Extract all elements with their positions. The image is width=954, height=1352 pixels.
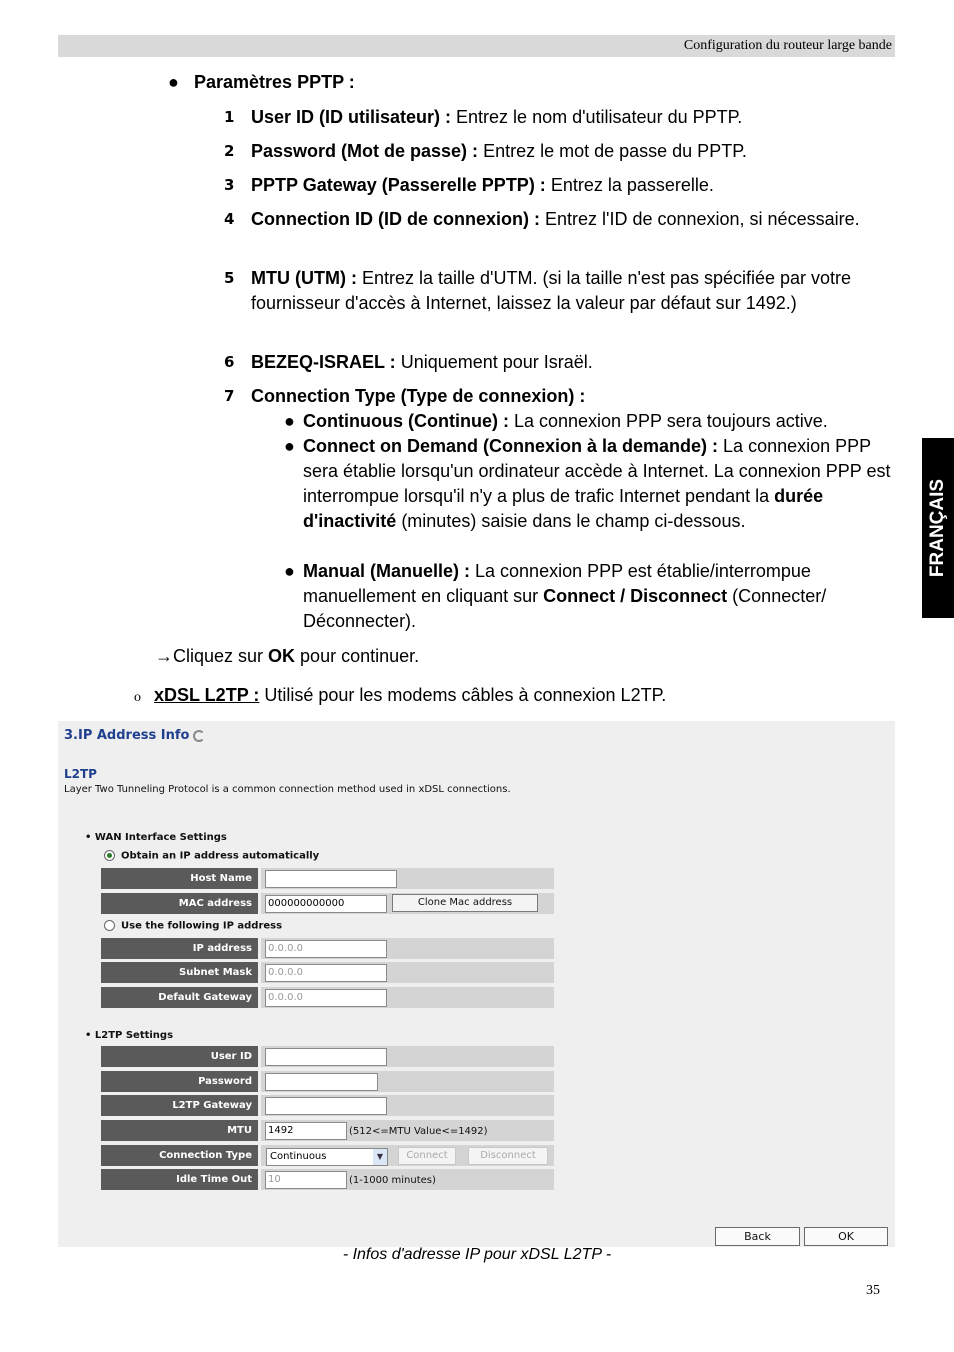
clone-mac-button[interactable]: Clone Mac address: [392, 894, 538, 912]
radio-unselected-icon[interactable]: [104, 920, 115, 931]
mtu-label: MTU: [101, 1120, 258, 1141]
sub-item-text-end: (Connecter/ Déconnecter).: [303, 586, 827, 631]
page-number: 35: [866, 1283, 880, 1298]
host-name-label: Host Name: [101, 868, 258, 889]
disconnect-button[interactable]: Disconnect: [468, 1147, 548, 1165]
xdsl-text: Utilisé pour les modems câbles à connexion L2TP.: [259, 685, 667, 705]
figure-caption: - Infos d'adresse IP pour xDSL L2TP -: [342, 1246, 612, 1263]
password-label: Password: [101, 1071, 258, 1092]
idle-timeout-hint: (1-1000 minutes): [349, 1175, 436, 1186]
default-gateway-input[interactable]: 0.0.0.0: [265, 989, 387, 1007]
connect-button[interactable]: Connect: [398, 1147, 456, 1165]
sub-item-emphasis: Connect / Disconnect: [543, 586, 728, 606]
item-number: 2: [224, 142, 235, 160]
mtu-hint: (512<=MTU Value<=1492): [349, 1126, 488, 1137]
list-item: [224, 105, 894, 130]
password-input[interactable]: [265, 1073, 378, 1091]
list-item: [224, 384, 894, 409]
refresh-icon[interactable]: [193, 730, 205, 742]
radio-use-following[interactable]: [104, 920, 282, 932]
panel-title-wrap: [64, 728, 205, 743]
l2tp-gateway-row: [101, 1095, 554, 1116]
wan-group-heading: • WAN Interface Settings: [85, 832, 227, 843]
connection-type-label: Connection Type: [101, 1145, 258, 1166]
host-name-row: [101, 868, 554, 889]
radio-auto-label: Obtain an IP address automatically: [121, 850, 320, 862]
instruction-text: Cliquez sur: [173, 646, 269, 666]
host-name-cell: [261, 868, 554, 889]
item-number: 1: [224, 108, 235, 126]
idle-timeout-input[interactable]: 10: [265, 1171, 347, 1189]
item-number: 7: [224, 387, 235, 405]
item-text: Entrez le mot de passe du PPTP.: [478, 141, 747, 161]
sub-item-text: La connexion PPP est établie/interrompue manuellement en cliquant sur: [303, 561, 811, 606]
default-gateway-cell: [261, 987, 554, 1008]
sub-list-item: [284, 559, 896, 634]
connection-type-select[interactable]: [266, 1148, 388, 1166]
subnet-mask-label: Subnet Mask: [101, 962, 258, 983]
default-gateway-label: Default Gateway: [101, 987, 258, 1008]
item-text: Entrez l'ID de connexion, si nécessaire.: [540, 209, 860, 229]
item-label: PPTP Gateway (Passerelle PPTP) :: [251, 175, 546, 195]
ip-address-input[interactable]: 0.0.0.0: [265, 940, 387, 958]
connection-type-row: [101, 1145, 554, 1166]
header-text: Configuration du routeur large bande: [683, 38, 892, 53]
mac-address-label: MAC address: [101, 893, 258, 914]
list-item: [224, 207, 894, 232]
mtu-row: [101, 1120, 554, 1141]
xdsl-label: xDSL L2TP :: [154, 685, 260, 705]
continue-instruction: [155, 646, 419, 667]
item-text: Uniquement pour Israël.: [395, 352, 593, 372]
subnet-mask-input[interactable]: 0.0.0.0: [265, 964, 387, 982]
item-label: Connection Type (Type de connexion) :: [251, 386, 586, 406]
xdsl-l2tp-heading: [134, 685, 666, 706]
bullet-icon: ●: [284, 411, 295, 431]
instruction-text-end: pour continuer.: [295, 646, 420, 666]
user-id-input[interactable]: [265, 1048, 387, 1066]
page-header: [58, 35, 895, 57]
item-label: Password (Mot de passe) :: [251, 141, 479, 161]
list-item: [224, 266, 894, 316]
bullet-icon: ●: [168, 72, 179, 92]
item-number: 5: [224, 269, 235, 287]
radio-manual-label: Use the following IP address: [121, 920, 283, 932]
ip-address-label: IP address: [101, 938, 258, 959]
item-label: Connection ID (ID de connexion) :: [251, 209, 540, 229]
mtu-input[interactable]: 1492: [265, 1122, 347, 1140]
l2tp-gateway-input[interactable]: [265, 1097, 387, 1115]
sub-item-label: Continuous (Continue) :: [303, 411, 509, 431]
language-tab: [922, 438, 954, 618]
default-gateway-row: [101, 987, 554, 1008]
l2tp-gateway-label: L2TP Gateway: [101, 1095, 258, 1116]
chevron-down-icon[interactable]: ▼: [373, 1149, 387, 1165]
radio-obtain-auto[interactable]: [104, 850, 319, 862]
item-text: Entrez la taille d'UTM. (si la taille n'est pas spécifiée par votre fournisseur d'accès à Internet, laissez la valeur par défaut sur 1492.): [251, 268, 852, 313]
idle-timeout-cell: [261, 1169, 554, 1190]
mtu-cell: [261, 1120, 554, 1141]
ok-button[interactable]: OK: [804, 1227, 888, 1246]
panel-description: Layer Two Tunneling Protocol is a common connection method used in xDSL connections.: [64, 784, 511, 795]
sub-item-label: Connect on Demand (Connexion à la demande) :: [303, 436, 719, 456]
subnet-mask-row: [101, 962, 554, 983]
l2tp-group-heading: • L2TP Settings: [85, 1030, 174, 1041]
item-text: Entrez le nom d'utilisateur du PPTP.: [451, 107, 743, 127]
idle-timeout-label: Idle Time Out: [101, 1169, 258, 1190]
wan-group-label: WAN Interface Settings: [94, 832, 227, 843]
item-number: 6: [224, 353, 235, 371]
bullet-icon: ●: [284, 436, 295, 456]
user-id-row: [101, 1046, 554, 1067]
host-name-input[interactable]: [265, 870, 397, 888]
item-number: 4: [224, 210, 235, 228]
ip-address-cell: [261, 938, 554, 959]
subnet-mask-cell: [261, 962, 554, 983]
arrow-icon: →: [155, 646, 173, 666]
bullet-icon: ●: [284, 561, 295, 581]
sub-item-emphasis: durée d'inactivité: [303, 486, 824, 531]
connection-type-cell: [261, 1145, 554, 1166]
l2tp-settings-screenshot: [58, 721, 895, 1247]
panel-title: 3.IP Address Info: [64, 728, 190, 743]
item-label: BEZEQ-ISRAEL :: [251, 352, 396, 372]
back-button[interactable]: Back: [715, 1227, 800, 1246]
radio-selected-icon[interactable]: [104, 850, 115, 861]
mac-address-cell: [261, 893, 554, 914]
item-label: MTU (UTM) :: [251, 268, 357, 288]
list-item: [224, 350, 894, 375]
section-title: Paramètres PPTP :: [194, 72, 355, 92]
sub-list-item: [284, 409, 896, 434]
idle-timeout-row: [101, 1169, 554, 1190]
sub-item-text-end: (minutes) saisie dans le champ ci-dessous.: [396, 511, 746, 531]
mac-address-input[interactable]: 000000000000: [265, 895, 387, 913]
item-label: User ID (ID utilisateur) :: [251, 107, 452, 127]
sub-list-item: [284, 434, 896, 534]
password-row: [101, 1071, 554, 1092]
user-id-label: User ID: [101, 1046, 258, 1067]
user-id-cell: [261, 1046, 554, 1067]
ip-address-row: [101, 938, 554, 959]
item-text: Entrez la passerelle.: [545, 175, 714, 195]
list-item: [224, 139, 894, 164]
mac-address-row: [101, 893, 554, 914]
password-cell: [261, 1071, 554, 1092]
circle-bullet-icon: o: [134, 690, 141, 705]
ok-emphasis: OK: [268, 646, 296, 666]
panel-subtitle: L2TP: [64, 767, 97, 781]
l2tp-group-label: L2TP Settings: [94, 1030, 174, 1041]
section-heading: [168, 72, 355, 93]
sub-item-label: Manual (Manuelle) :: [303, 561, 471, 581]
connection-type-value: Continuous: [270, 1151, 327, 1162]
language-tab-label: FRANÇAIS: [927, 478, 948, 578]
l2tp-gateway-cell: [261, 1095, 554, 1116]
item-number: 3: [224, 176, 235, 194]
sub-item-text: La connexion PPP sera toujours active.: [508, 411, 828, 431]
list-item: [224, 173, 894, 198]
sub-item-text: La connexion PPP sera établie lorsqu'un ordinateur accède à Internet. La connexion PPP est interrompue lorsqu'il n'y a plus de trafic Internet pendant la: [303, 436, 891, 506]
